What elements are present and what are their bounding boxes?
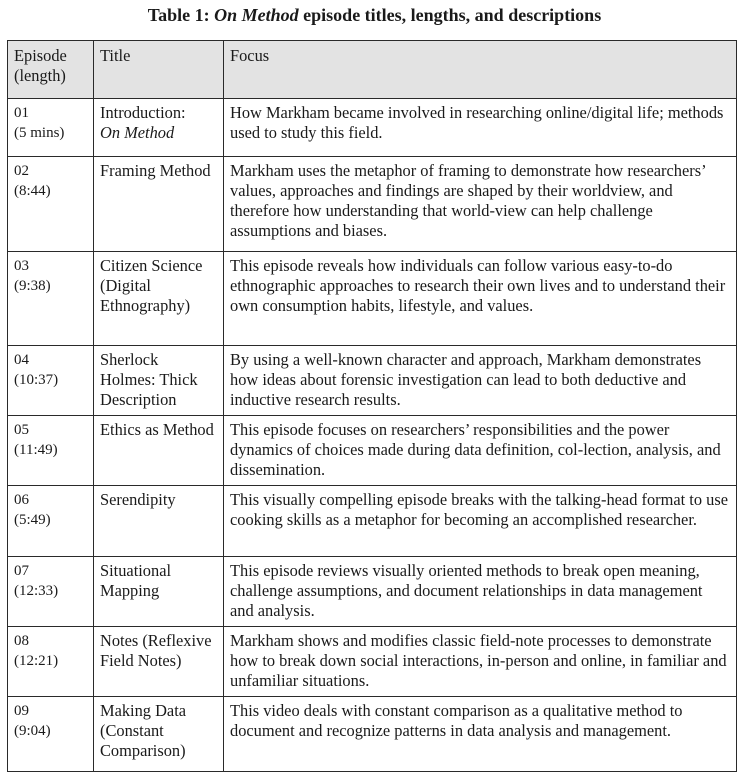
episode-number: 06	[14, 492, 29, 508]
episode-cell	[8, 697, 94, 772]
episode-title: Serendipity	[94, 486, 224, 557]
episode-cell	[8, 346, 94, 416]
focus-cell: How Markham became involved in researching online/digital life; methods used to study this field.	[224, 99, 737, 157]
caption-suffix: episode titles, lengths, and descriptions	[298, 5, 602, 25]
episode-number: 02	[14, 163, 29, 179]
table-row	[8, 252, 737, 346]
episodes-table	[7, 40, 737, 772]
table-row	[8, 697, 737, 772]
focus-cell: Markham shows and modifies classic field-note processes to demonstrate how to break down social interactions, in-person and online, in familiar and unfamiliar situations.	[224, 627, 737, 697]
episode-length: (12:21)	[14, 653, 59, 669]
episode-length: (9:38)	[14, 278, 51, 294]
episode-cell	[8, 157, 94, 252]
episode-length: (11:49)	[14, 442, 58, 458]
episode-cell	[8, 486, 94, 557]
focus-cell: This visually compelling episode breaks with the talking-head format to use cooking skills as a metaphor for becoming an accomplished researcher.	[224, 486, 737, 557]
episode-title-italic: On Method	[100, 123, 175, 142]
caption-prefix: Table 1:	[147, 5, 215, 25]
episode-length: (5:49)	[14, 512, 51, 528]
episode-cell	[8, 416, 94, 486]
episode-title: Notes (Reflexive Field Notes)	[94, 627, 224, 697]
table-row	[8, 346, 737, 416]
episode-title: Ethics as Method	[94, 416, 224, 486]
episode-number: 04	[14, 352, 29, 368]
focus-cell: This video deals with constant comparison as a qualitative method to document and recognize patterns in data analysis and management.	[224, 697, 737, 772]
episode-number: 09	[14, 703, 29, 719]
header-focus: Focus	[224, 41, 737, 99]
episode-title: Situational Mapping	[94, 557, 224, 627]
episode-number: 03	[14, 258, 29, 274]
header-row	[8, 41, 737, 99]
episode-number: 05	[14, 422, 29, 438]
focus-cell: This episode reviews visually oriented methods to break open meaning, challenge assumptions, and document relationships in data management and analysis.	[224, 557, 737, 627]
episode-cell	[8, 557, 94, 627]
table-row	[8, 486, 737, 557]
title-cell	[94, 99, 224, 157]
caption-italic-title: On Method	[214, 5, 299, 25]
episode-length: (5 mins)	[14, 125, 65, 141]
focus-cell: Markham uses the metaphor of framing to demonstrate how researchers’ values, approaches and findings are shaped by their worldview, and therefore how understanding that world-view can help challenge assumptions and biases.	[224, 157, 737, 252]
table-row	[8, 157, 737, 252]
episode-length: (10:37)	[14, 372, 59, 388]
episode-number: 07	[14, 563, 29, 579]
episode-cell	[8, 252, 94, 346]
episode-number: 01	[14, 105, 29, 121]
table-row	[8, 557, 737, 627]
episode-title: Making Data (Constant Comparison)	[94, 697, 224, 772]
episode-title: Framing Method	[94, 157, 224, 252]
episode-number: 08	[14, 633, 29, 649]
header-episode	[8, 41, 94, 99]
focus-cell: This episode reveals how individuals can follow various easy-to-do ethnographic approaches to research their own lives and to understand their own consumption habits, lifestyle, and values.	[224, 252, 737, 346]
table-row	[8, 627, 737, 697]
episode-length: (8:44)	[14, 183, 51, 199]
table-caption	[0, 3, 749, 27]
episode-length: (9:04)	[14, 723, 51, 739]
focus-cell: This episode focuses on researchers’ responsibilities and the power dynamics of choices made during data definition, col-lection, analysis, and dissemination.	[224, 416, 737, 486]
episode-title: Introduction:	[100, 103, 186, 122]
episode-title: Citizen Science (Digital Ethnography)	[94, 252, 224, 346]
focus-cell: By using a well-known character and approach, Markham demonstrates how ideas about forensic investigation can lead to both deductive and inductive research results.	[224, 346, 737, 416]
episode-cell	[8, 99, 94, 157]
episode-title: Sherlock Holmes: Thick Description	[94, 346, 224, 416]
episode-cell	[8, 627, 94, 697]
header-episode-label: Episode	[14, 46, 67, 65]
table-row	[8, 416, 737, 486]
header-title: Title	[94, 41, 224, 99]
table-row	[8, 99, 737, 157]
episode-length: (12:33)	[14, 583, 59, 599]
header-length-label: (length)	[14, 66, 66, 85]
